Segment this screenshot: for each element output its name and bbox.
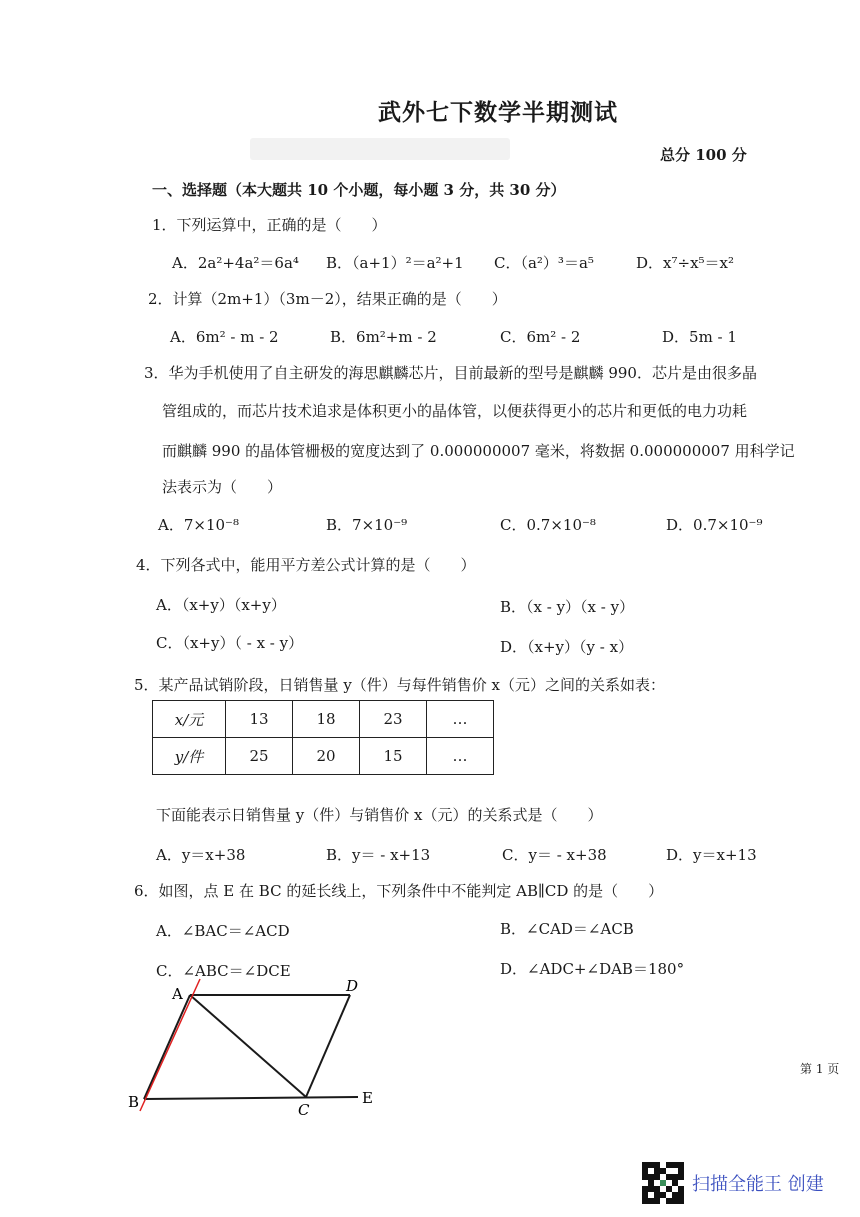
page-number: 第 1 页 xyxy=(800,1062,840,1076)
table-cell: 23 xyxy=(360,701,427,738)
table-cell: y/件 xyxy=(153,738,226,775)
label-d: D xyxy=(346,977,359,995)
scanner-watermark xyxy=(642,1162,824,1204)
table-row xyxy=(153,738,494,775)
question-3-line-2: 管组成的，而芯片技术追求是体积更小的晶体管，以便获得更小的芯片和更低的电力功耗 xyxy=(162,402,748,420)
q4-option-c: C．（x+y）（ - x - y） xyxy=(156,634,304,652)
q2-option-c: C．6m² - 2 xyxy=(500,328,581,346)
q3-option-a: A．7×10⁻⁸ xyxy=(158,516,239,534)
segment-be xyxy=(144,1097,358,1099)
q2-option-b: B．6m²+m - 2 xyxy=(330,328,437,346)
q4-option-d: D．（x+y）（y - x） xyxy=(500,638,634,656)
segment-dc xyxy=(306,995,350,1097)
label-b: B xyxy=(128,1093,140,1111)
q2-option-a: A．6m² - m - 2 xyxy=(170,328,279,346)
scan-smudge xyxy=(250,138,510,160)
question-3-line-4: 法表示为（ ） xyxy=(162,478,283,496)
q1-option-d: D．x⁷÷x⁵＝x² xyxy=(636,254,735,272)
page-title: 武外七下数学半期测试 xyxy=(378,99,618,126)
label-a: A xyxy=(172,985,183,1003)
q5-option-c: C．y＝ - x+38 xyxy=(502,846,607,864)
q3-option-d: D．0.7×10⁻⁹ xyxy=(666,516,763,534)
table-cell: 13 xyxy=(226,701,293,738)
table-cell: 20 xyxy=(293,738,360,775)
q6-option-d: D．∠ADC+∠DAB＝180° xyxy=(500,960,685,978)
table-cell: x/元 xyxy=(153,701,226,738)
total-score: 总分 100 分 xyxy=(660,146,747,164)
question-1-stem: 1．下列运算中，正确的是（ ） xyxy=(152,216,387,234)
question-5-stem: 5．某产品试销阶段，日销售量 y（件）与每件销售价 x（元）之间的关系如表： xyxy=(134,676,666,694)
table-row xyxy=(153,701,494,738)
question-4-stem: 4．下列各式中，能用平方差公式计算的是（ ） xyxy=(136,556,476,574)
q2-option-d: D．5m - 1 xyxy=(662,328,737,346)
q6-option-c: C．∠ABC＝∠DCE xyxy=(156,962,291,980)
parallelogram-figure xyxy=(128,975,388,1115)
q4-option-b: B．（x - y）（x - y） xyxy=(500,598,635,616)
question-2-stem: 2．计算（2m+1）（3m－2），结果正确的是（ ） xyxy=(148,290,507,308)
q1-option-c: C．（a²）³＝a⁵ xyxy=(494,254,594,272)
segment-ab xyxy=(144,995,190,1099)
label-c: C xyxy=(298,1101,310,1115)
table-cell: 18 xyxy=(293,701,360,738)
q3-option-b: B．7×10⁻⁹ xyxy=(326,516,408,534)
table-cell: 25 xyxy=(226,738,293,775)
question-5-substem: 下面能表示日销售量 y（件）与销售价 x（元）的关系式是（ ） xyxy=(156,806,603,824)
q1-option-b: B．（a+1）²＝a²+1 xyxy=(326,254,464,272)
label-e: E xyxy=(362,1089,373,1107)
q6-option-a: A．∠BAC＝∠ACD xyxy=(156,922,290,940)
red-mark-line xyxy=(140,979,200,1111)
question-3-line-3: 而麒麟 990 的晶体管栅极的宽度达到了 0.000000007 毫米，将数据 0.000000007 用科学记 xyxy=(162,442,795,460)
watermark-text: 扫描全能王 创建 xyxy=(692,1174,824,1195)
q4-option-a: A．（x+y）（x+y） xyxy=(156,596,286,614)
q5-option-d: D．y＝x+13 xyxy=(666,846,757,864)
question-3-line-1: 3．华为手机使用了自主研发的海思麒麟芯片，目前最新的型号是麒麟 990．芯片是由很多晶 xyxy=(144,364,757,382)
table-cell: … xyxy=(427,701,494,738)
q3-option-c: C．0.7×10⁻⁸ xyxy=(500,516,596,534)
q5-option-a: A．y＝x+38 xyxy=(156,846,246,864)
price-sales-table xyxy=(152,700,494,775)
question-6-stem: 6．如图，点 E 在 BC 的延长线上，下列条件中不能判定 AB∥CD 的是（ ） xyxy=(134,882,664,900)
q5-option-b: B．y＝ - x+13 xyxy=(326,846,431,864)
q6-option-b: B．∠CAD＝∠ACB xyxy=(500,920,634,938)
q1-option-a: A．2a²+4a²＝6a⁴ xyxy=(172,254,299,272)
section-heading: 一、选择题（本大题共 10 个小题，每小题 3 分，共 30 分） xyxy=(152,181,566,199)
table-cell: 15 xyxy=(360,738,427,775)
segment-ac xyxy=(190,995,306,1097)
qr-code-icon xyxy=(642,1162,684,1204)
table-cell: … xyxy=(427,738,494,775)
